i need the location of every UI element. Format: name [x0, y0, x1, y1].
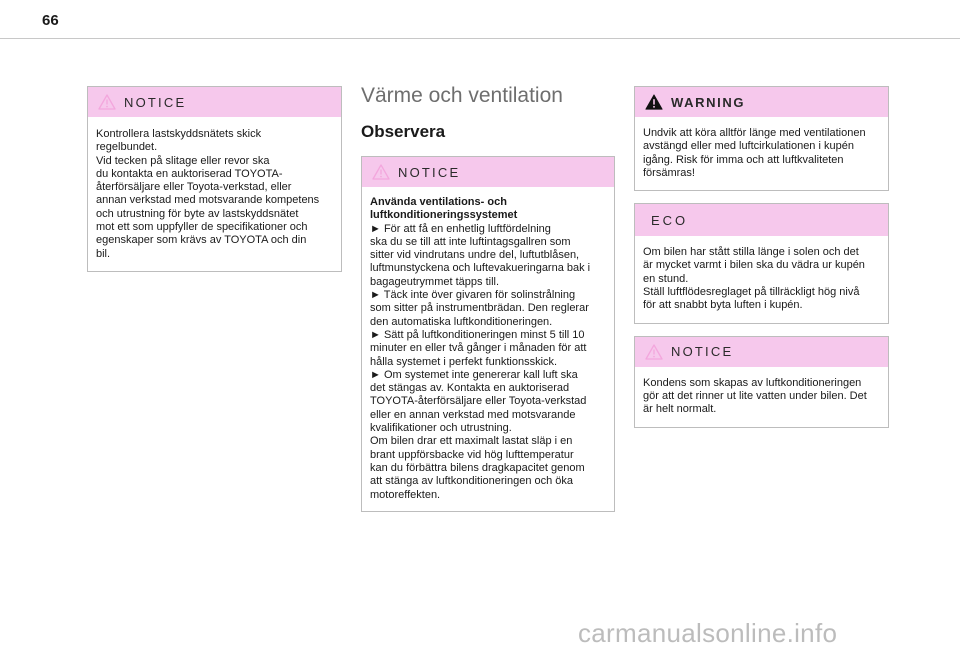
notice-lead: Använda ventilations- och luftkonditioneringssystemet — [370, 196, 518, 222]
notice-box-cargo-net — [87, 86, 342, 272]
column-right — [634, 86, 889, 428]
notice-text: Kontrollera lastskyddsnätets skick regelbundet. Vid tecken på slitage eller revor ska du kontakta en auktoriserad TOYOTA- återförsäljare eller Toyota-verkstad, eller annan verkstad med motsvarande kompetens och utrustning för byte av lastskyddsnätet mot ett som uppfyller de specifikationer och egenskaper som krävs av TOYOTA och din bil. — [96, 128, 320, 260]
notice-text: ► För att få en enhetlig luftfördelning ska du se till att inte luftintagsgallren som sitter vid vindrutans undre del, luftutblåsen, luftmunstyckena och luftevakueringarna bak i bagageutrymmet täpps till. ► Täck inte över givaren för solinstrålning som sitter på instrumentbrädan. Den reglerar den automatiska luftkonditioneringen. ► Sätt på luftkonditioneringen minst 5 till 10 minuter en eller två gånger i månaden för att hålla systemet i perfekt funktionsskick. ► Om systemet inte genererar kall luft ska det stängas av. Kontakta en auktoriserad TOYOTA-återförsäljare eller Toyota-verkstad eller en annan verkstad med motsvarande kvalifikationer och utrustning. Om bilen drar ett maximalt lastat släp i en brant uppförsbacke vid hög lufttemperatur kan du förbättra bilens dragkapacitet genom att stänga av luftkonditioneringen och öka motoreffekten. — [370, 222, 591, 501]
warning-header — [635, 87, 888, 117]
notice-title: NOTICE — [124, 94, 187, 110]
eco-body — [635, 236, 888, 322]
warning-triangle-icon — [645, 94, 663, 110]
notice-triangle-icon — [98, 94, 116, 110]
eco-box — [634, 203, 889, 323]
notice-text: Kondens som skapas av luftkonditioneringen gör att det rinner ut lite vatten under bilen. Det är helt normalt. — [643, 376, 867, 416]
notice-body — [362, 187, 614, 511]
column-middle — [361, 84, 615, 512]
notice-box-condensation — [634, 336, 889, 428]
notice-triangle-icon — [372, 164, 390, 180]
warning-body — [635, 117, 888, 190]
notice-header — [88, 87, 341, 117]
watermark: carmanualsonline.info — [578, 618, 838, 648]
subsection-title: Observera — [361, 122, 446, 141]
notice-header — [362, 157, 614, 187]
header-divider — [0, 38, 960, 39]
section-title: Värme och ventilation — [361, 84, 563, 107]
notice-title: NOTICE — [398, 164, 461, 180]
notice-title: NOTICE — [671, 344, 734, 360]
notice-box-ventilation — [361, 156, 615, 512]
page-number: 66 — [42, 12, 59, 29]
eco-header — [635, 204, 888, 236]
warning-box — [634, 86, 889, 191]
notice-body — [88, 117, 341, 271]
column-left — [87, 86, 342, 272]
warning-text: Undvik att köra alltför länge med ventilationen avstängd eller med luftcirkulationen i kupén igång. Risk för imma och att luftkvaliteten försämras! — [643, 127, 866, 179]
eco-title: ECO — [651, 212, 689, 228]
warning-title: WARNING — [671, 94, 746, 110]
notice-header — [635, 337, 888, 367]
notice-triangle-icon — [645, 344, 663, 360]
eco-text: Om bilen har stått stilla länge i solen och det är mycket varmt i bilen ska du vädra ur kupén en stund. Ställ luftflödesreglaget på tillräckligt hög nivå för att snabbt byta luften i kupén. — [643, 246, 865, 312]
notice-body — [635, 367, 888, 427]
